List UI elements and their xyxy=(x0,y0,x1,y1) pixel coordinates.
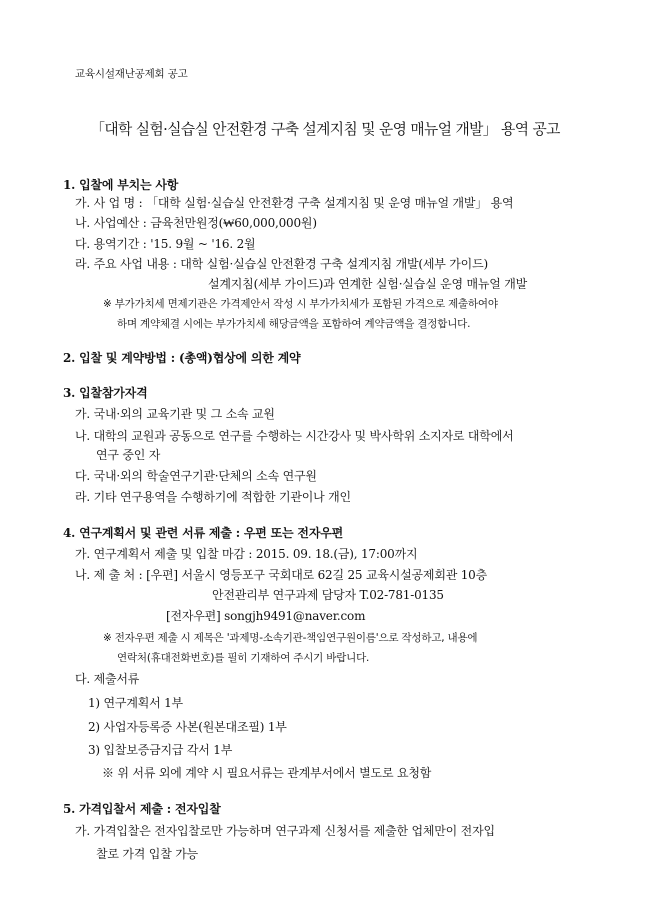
page-title: 「대학 실험·실습실 안전환경 구축 설계지침 및 운영 매뉴얼 개발」 용역 공고 xyxy=(90,121,560,138)
section-1-heading: 1. 입찰에 부치는 사항 xyxy=(63,178,179,192)
project-budget: 나. 사업예산 : 금육천만원정(₩60,000,000원) xyxy=(75,216,317,230)
eligibility-b-1: 나. 대학의 교원과 공동으로 연구를 수행하는 시간강사 및 박사학위 소지자로 대학에서 xyxy=(75,429,514,443)
section-3-heading: 3. 입찰참가자격 xyxy=(63,386,148,400)
eligibility-a: 가. 국내·외의 교육기관 및 그 소속 교원 xyxy=(75,407,275,421)
issuer-line: 교육시설재난공제회 공고 xyxy=(75,68,188,80)
vat-note-1: ※ 부가가치세 면제기관은 가격제안서 작성 시 부가가치세가 포함된 가격으로 제출하여야 xyxy=(103,298,498,310)
list-item: 1) 연구계획서 1부 xyxy=(88,696,183,710)
eligibility-b-2: 연구 중인 자 xyxy=(96,448,161,462)
list-item: 2) 사업자등록증 사본(원본대조필) 1부 xyxy=(88,720,287,734)
submission-address-1: 나. 제 출 처 : [우편] 서울시 영등포구 국회대로 62길 25 교육시설공제회관 10층 xyxy=(75,568,487,582)
vat-note-2: 하며 계약체결 시에는 부가가치세 해당금액을 포함하여 계약금액을 결정합니다. xyxy=(117,318,471,330)
submission-deadline: 가. 연구계획서 제출 및 입찰 마감 : 2015. 09. 18.(금), 17:00까지 xyxy=(75,547,418,561)
email-note-2: 연락처(휴대전화번호)를 필히 기재하여 주시기 바랍니다. xyxy=(117,652,370,664)
eligibility-c: 다. 국내·외의 학술연구기관·단체의 소속 연구원 xyxy=(75,469,317,483)
main-content-1: 라. 주요 사업 내용 : 대학 실험·실습실 안전환경 구축 설계지침 개발(세부 가이드) xyxy=(75,257,488,271)
list-item: 3) 입찰보증금지급 각서 1부 xyxy=(88,743,233,757)
project-name: 가. 사 업 명 : 「대학 실험·실습실 안전환경 구축 설계지침 및 운영 매뉴얼 개발」 용역 xyxy=(75,196,514,210)
submission-email: [전자우편] songjh9491@naver.com xyxy=(166,609,366,623)
price-bid-1: 가. 가격입찰은 전자입찰로만 가능하며 연구과제 신청서를 제출한 업체만이 전자입 xyxy=(75,824,495,838)
documents-note: ※ 위 서류 외에 계약 시 필요서류는 관계부서에서 별도로 요청함 xyxy=(102,766,432,780)
eligibility-d: 라. 기타 연구용역을 수행하기에 적합한 기관이나 개인 xyxy=(75,490,351,504)
section-4-heading: 4. 연구계획서 및 관련 서류 제출 : 우편 또는 전자우편 xyxy=(63,526,343,540)
email-note-1: ※ 전자우편 제출 시 제목은 '과제명-소속기관-책임연구원이름'으로 작성하고, 내용에 xyxy=(103,632,478,644)
price-bid-2: 찰로 가격 입찰 가능 xyxy=(96,847,198,861)
documents-heading: 다. 제출서류 xyxy=(75,672,140,686)
main-content-2: 설계지침(세부 가이드)과 연계한 실험·실습실 운영 매뉴얼 개발 xyxy=(208,277,528,291)
section-2-heading: 2. 입찰 및 계약방법 : (총액)협상에 의한 계약 xyxy=(63,351,301,365)
project-period: 다. 용역기간 : '15. 9월 ~ '16. 2월 xyxy=(75,237,256,251)
submission-address-2: 안전관리부 연구과제 담당자 T.02-781-0135 xyxy=(212,588,444,602)
section-5-heading: 5. 가격입찰서 제출 : 전자입찰 xyxy=(63,802,221,816)
